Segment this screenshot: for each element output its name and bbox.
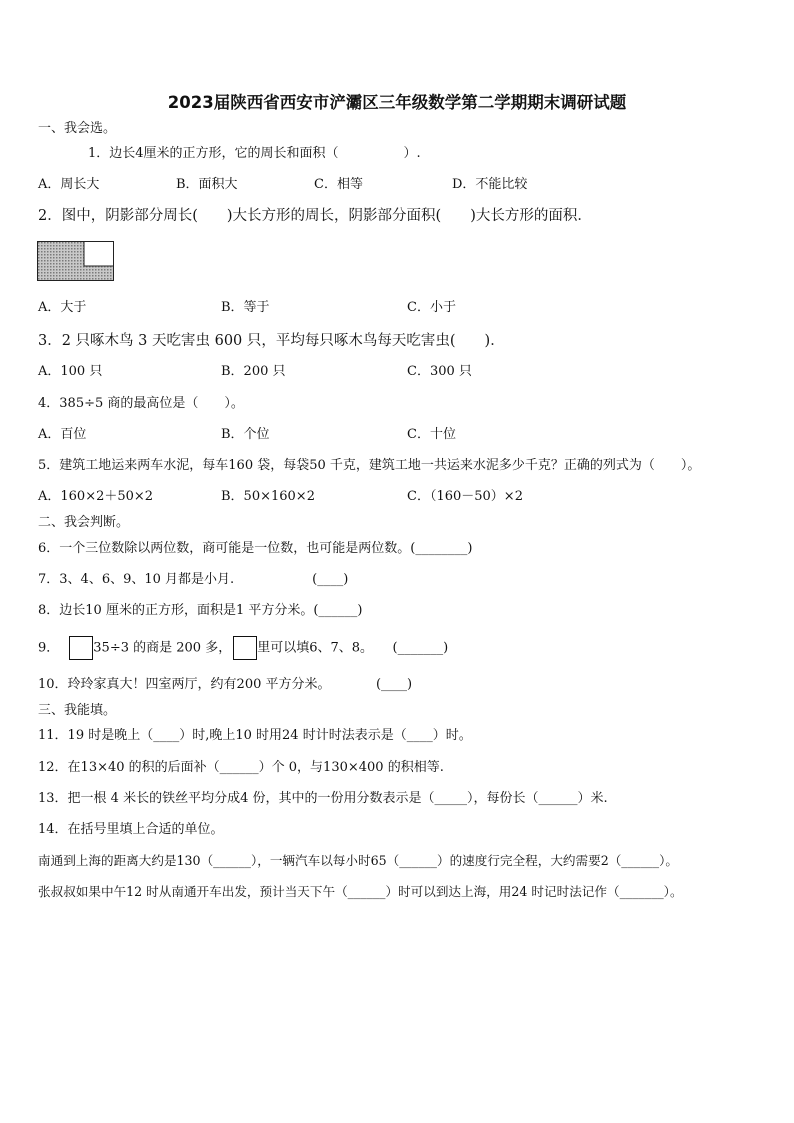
q9-text-end: 里可以填6、7、8。 (_______) xyxy=(257,640,449,656)
q5-option-b: B．50×160×2 xyxy=(221,489,315,504)
q1-option-c: C．相等 xyxy=(314,177,363,192)
question-14-line-2: 张叔叔如果中午12 时从南通开车出发，预计当天下午（______）时可以到达上海，用24 时记时法记作（_______）。 xyxy=(38,884,683,899)
shaded-region-diagram xyxy=(38,242,113,280)
question-2: 2．图中，阴影部分周长( )大长方形的周长，阴影部分面积( )大长方形的面积． xyxy=(38,208,592,224)
question-5: 5．建筑工地运来两车水泥，每车160 袋，每袋50 千克，建筑工地一共运来水泥多少千克？正确的列式为（ ）。 xyxy=(38,458,701,473)
section-heading-fill: 三、我能填。 xyxy=(38,703,117,718)
blank-box xyxy=(69,636,93,660)
shaded-rectangle-figure xyxy=(37,241,114,281)
q9-number: 9． xyxy=(38,640,60,656)
question-14: 14．在括号里填上合适的单位。 xyxy=(38,822,224,837)
question-7: 7．3、4、6、9、10 月都是小月. (____) xyxy=(38,572,349,587)
page-title: 2023届陕西省西安市浐灞区三年级数学第二学期期末调研试题 xyxy=(167,93,627,112)
q2-option-b: B．等于 xyxy=(221,300,270,315)
q3-option-a: A．100 只 xyxy=(38,364,103,379)
q2-option-c: C．小于 xyxy=(407,300,456,315)
question-9 xyxy=(38,636,448,661)
q1-option-d: D．不能比较 xyxy=(452,177,528,192)
q5-option-a: A．160×2＋50×2 xyxy=(38,489,154,504)
q4-option-a: A．百位 xyxy=(38,427,87,442)
question-13: 13．把一根 4 米长的铁丝平均分成4 份，其中的一份用分数表示是（_____），每份长（______）米. xyxy=(38,791,608,806)
question-8: 8．边长10 厘米的正方形，面积是1 平方分米。(______) xyxy=(38,603,363,618)
section-heading-judge: 二、我会判断。 xyxy=(38,515,130,530)
q9-text: 35÷3 的商是 200 多， xyxy=(93,640,232,656)
question-6: 6．一个三位数除以两位数，商可能是一位数，也可能是两位数。(________) xyxy=(38,541,473,556)
q4-option-b: B．个位 xyxy=(221,427,270,442)
question-12: 12．在13×40 的积的后面补（______）个 0，与130×400 的积相等. xyxy=(38,760,444,775)
question-1: 1．边长4厘米的正方形，它的周长和面积（ ）. xyxy=(88,146,421,161)
question-3: 3．2 只啄木鸟 3 天吃害虫 600 只，平均每只啄木鸟每天吃害虫( )． xyxy=(38,333,505,349)
section-heading-choice: 一、我会选。 xyxy=(38,121,117,136)
question-4: 4．385÷5 商的最高位是（ ）。 xyxy=(38,396,244,411)
q3-option-b: B．200 只 xyxy=(221,364,286,379)
question-10: 10．玲玲家真大！四室两厅，约有200 平方分米。 (____) xyxy=(38,677,413,692)
q4-option-c: C．十位 xyxy=(407,427,456,442)
blank-box xyxy=(233,636,257,660)
q2-option-a: A．大于 xyxy=(38,300,87,315)
question-14-line-1: 南通到上海的距离大约是130（______），一辆汽车以每小时65（______）的速度行完全程，大约需要2（______）。 xyxy=(38,853,678,868)
q1-option-b: B．面积大 xyxy=(176,177,238,192)
question-11: 11．19 时是晚上（____）时,晚上10 时用24 时计时法表示是（____）时。 xyxy=(38,728,472,743)
q3-option-c: C．300 只 xyxy=(407,364,472,379)
q5-option-c: C．（160－50）×2 xyxy=(407,489,523,504)
q1-option-a: A．周长大 xyxy=(38,177,100,192)
